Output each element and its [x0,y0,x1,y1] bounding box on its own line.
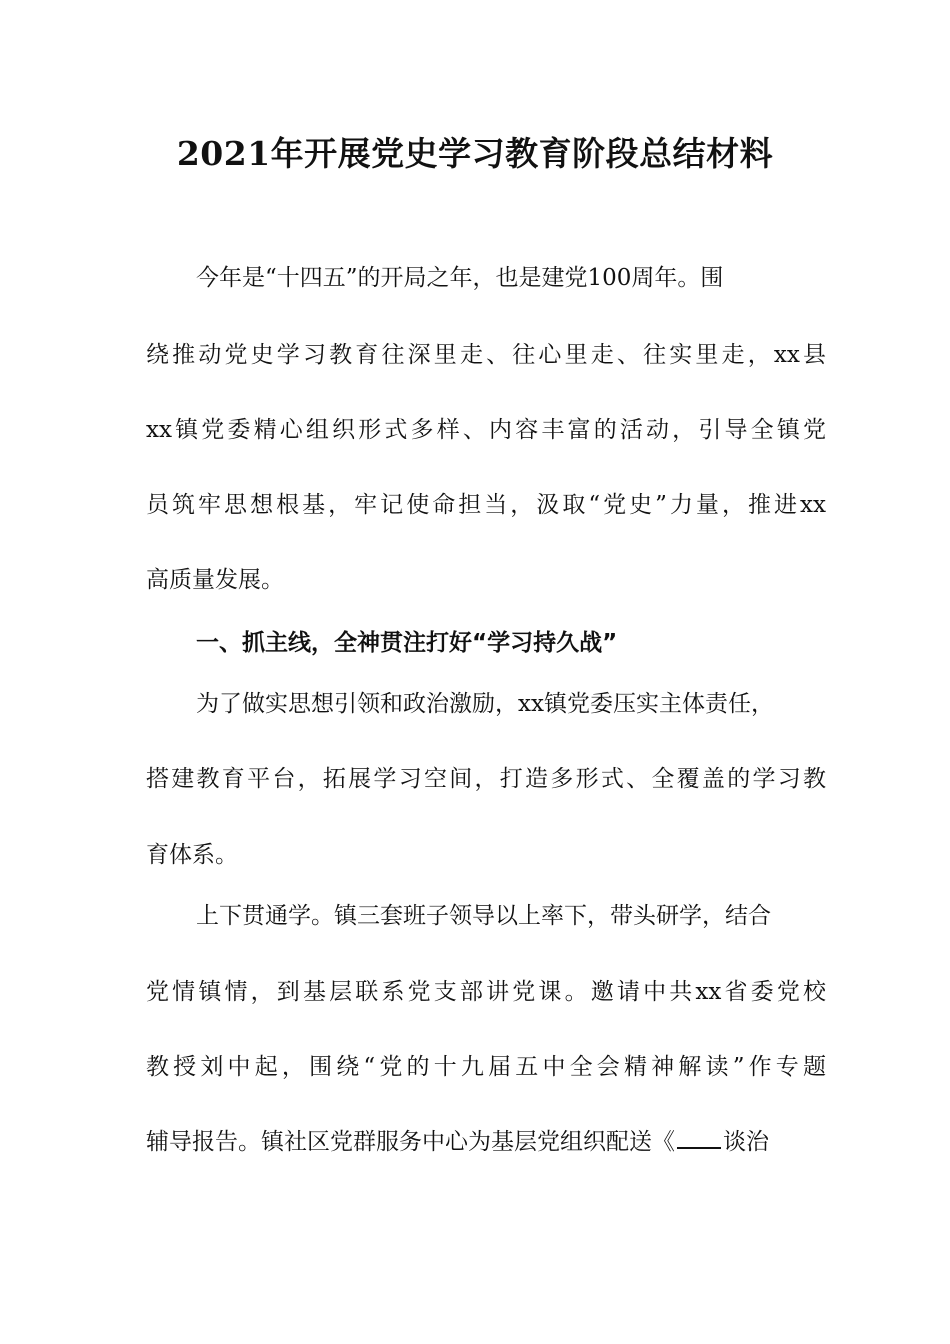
paragraph-2-line-3: 育体系。 [146,842,238,868]
paragraph-3-line-4-text: 辅导报告。镇社区党群服务中心为基层党组织配送《 [146,1129,675,1155]
document-title: 2021年开展党史学习教育阶段总结材料 [176,134,774,173]
paragraph-2-line-1: 为了做实思想引领和政治激励，xx镇党委压实主体责任， [196,691,774,717]
paragraph-2-line-2: 搭建教育平台，拓展学习空间，打造多形式、全覆盖的学习教 [146,766,826,792]
paragraph-3-line-3: 教授刘中起，围绕“党的十九届五中全会精神解读”作专题 [146,1054,826,1080]
paragraph-3-line-4-tail: 谈治 [723,1129,769,1155]
paragraph-3-line-4 [146,1127,826,1157]
paragraph-1-line-5: 高质量发展。 [146,567,284,593]
paragraph-1-line-3: xx镇党委精心组织形式多样、内容丰富的活动，引导全镇党 [146,417,826,443]
section-heading-1: 一、抓主线，全神贯注打好“学习持久战” [196,630,618,656]
paragraph-3-line-1: 上下贯通学。镇三套班子领导以上率下，带头研学，结合 [196,903,771,929]
paragraph-1-line-4: 员筑牢思想根基，牢记使命担当，汲取“党史”力量，推进xx [146,492,826,518]
fill-in-blank [677,1127,721,1149]
paragraph-1-line-1: 今年是“十四五”的开局之年，也是建党100周年。围 [196,265,724,291]
paragraph-1-line-2: 绕推动党史学习教育往深里走、往心里走、往实里走，xx县 [146,342,826,368]
paragraph-3-line-2: 党情镇情，到基层联系党支部讲党课。邀请中共xx省委党校 [146,979,826,1005]
